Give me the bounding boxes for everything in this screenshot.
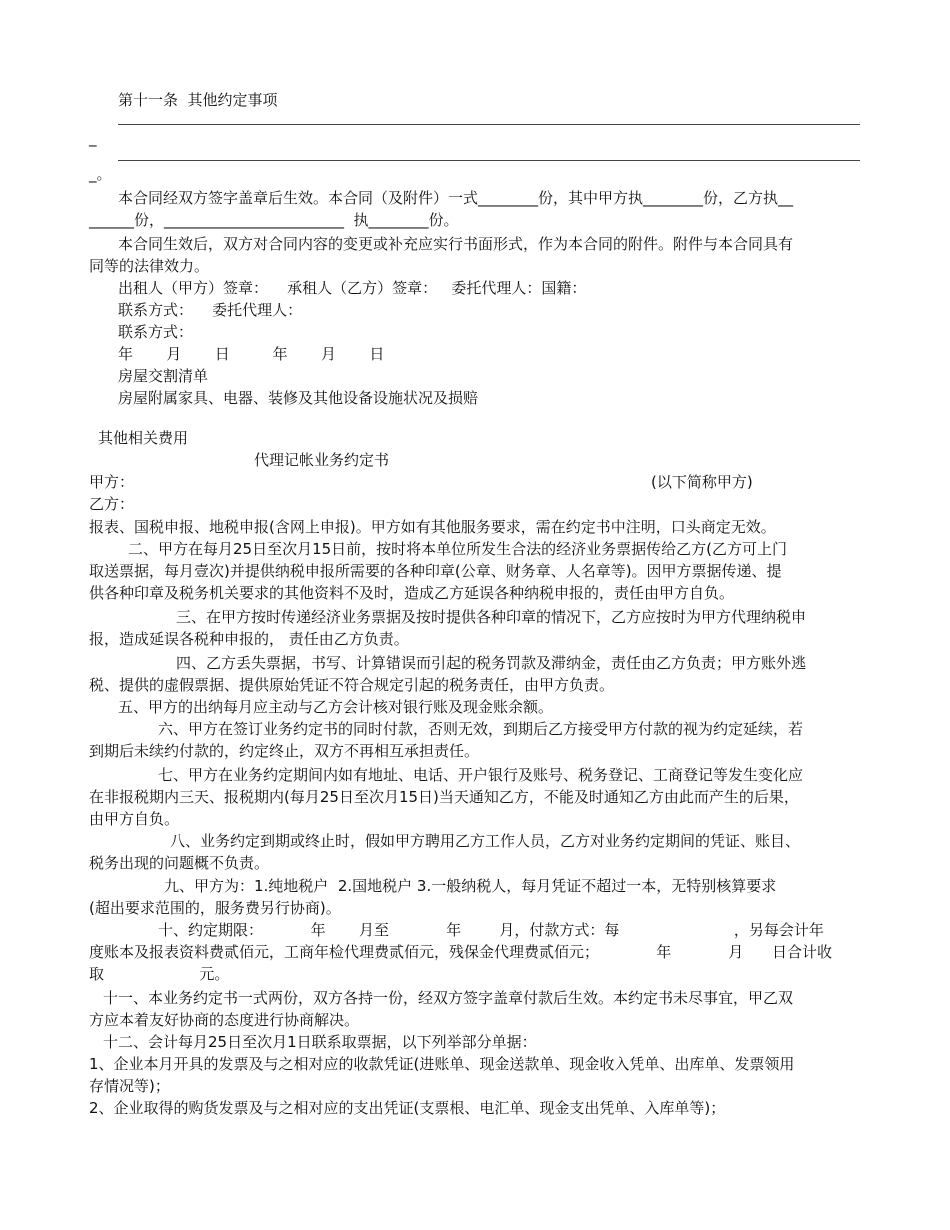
agreement-line: 二、甲方在每月25日至次月15日前，按时将本单位所发生合法的经济业务票据传给乙方(乙方可上门: [128, 540, 788, 558]
agreement-line: 十二、会计每月25日至次月1日联系取票据，以下列举部分单据：: [103, 1033, 537, 1051]
blank-line-1-tail: _: [89, 129, 97, 147]
agreement-title: 代理记帐业务约定书: [254, 451, 390, 469]
agreement-line: 由甲方自负。: [89, 810, 180, 828]
agreement-line: (超出要求范围的，服务费另行协商)。: [89, 899, 341, 917]
party-a-label: 甲方：: [89, 473, 135, 491]
signature-line-1: 出租人（甲方）签章： 承租人（乙方）签章： 委托代理人：国籍：: [118, 279, 587, 297]
agreement-line: 十、约定期限： 年 月至 年 月，付款方式：每 ，另每会计年: [158, 921, 824, 939]
effect-clause-line-2: ______份，________________________ 执________份。: [89, 211, 459, 229]
party-a-note: (以下简称甲方): [651, 473, 753, 491]
agreement-line: 三、在甲方按时传递经济业务票据及按时提供各种印章的情况下，乙方应按时为甲方代理纳税申: [176, 608, 807, 626]
agreement-line: 七、甲方在业务约定期间内如有地址、电话、开户银行及账号、税务登记、工商登记等发生变化应: [158, 766, 804, 784]
agreement-line: 在非报税期内三天、报税期内(每月25日至次月15日)当天通知乙方，不能及时通知乙方由此而产生的后果，: [89, 788, 799, 806]
agreement-line: 2、企业取得的购货发票及与之相对应的支出凭证(支票根、电汇单、现金支出凭单、入库单等)；: [89, 1099, 726, 1117]
signature-line-2: 联系方式： 委托代理人：: [118, 301, 303, 319]
agreement-line: 税、提供的虚假票据、提供原始凭证不符合规定引起的税务责任，由甲方负责。: [89, 676, 615, 694]
agreement-line: 六、甲方在签订业务约定书的同时付款，否则无效，到期后乙方接受甲方付款的视为约定延续，若: [158, 720, 804, 738]
agreement-line: 四、乙方丢失票据，书写、计算错误而引起的税务罚款及滞纳金，责任由乙方负责；甲方账外逃: [176, 654, 807, 672]
signature-date-line: 年 月 日 年 月 日: [118, 345, 385, 363]
blank-line-2: [118, 160, 860, 161]
agreement-line: 到期后未续约付款的，约定终止，双方不再相互承担责任。: [89, 742, 480, 760]
agreement-line: 九、甲方为：1.纯地税户 2.国地税户 3.一般纳税人，每月凭证不超过一本，无特别核算要求: [164, 877, 777, 895]
agreement-line: 八、业务约定到期或终止时，假如甲方聘用乙方工作人员，乙方对业务约定期间的凭证、账目、: [170, 832, 801, 850]
agreement-line: 取送票据，每月壹次)并提供纳税申报所需要的各种印章(公章、财务章、人名章等)。因甲方票据传递、提: [89, 562, 782, 580]
agreement-line: 1、企业本月开具的发票及与之相对应的收款凭证(进账单、现金送款单、现金收入凭单、出库单、发票领用: [89, 1055, 795, 1073]
agreement-line: 十一、本业务约定书一式两份，双方各持一份，经双方签字盖章付款后生效。本约定书未尽事宜，甲乙双: [103, 989, 794, 1007]
party-b-label: 乙方：: [89, 495, 135, 513]
agreement-line: 五、甲方的出纳每月应主动与乙方会计核对银行账及现金账余额。: [118, 698, 554, 716]
amend-clause-line-1: 本合同生效后，双方对合同内容的变更或补充应实行书面形式，作为本合同的附件。附件与本合同具有: [118, 235, 794, 253]
blank-line-1: [118, 124, 860, 125]
signature-line-3: 联系方式：: [118, 323, 194, 341]
agreement-line: 税务出现的问题概不负责。: [89, 854, 270, 872]
agreement-line: 度账本及报表资料费贰佰元，工商年检代理费贰佰元，残保金代理费贰佰元； 年 月 日合计收: [89, 943, 833, 961]
agreement-line: 报表、国税申报、地税申报(含网上申报)。甲方如有其他服务要求，需在约定书中注明，口头商定无效。: [89, 518, 776, 536]
agreement-line: 报，造成延误各税种申报的， 责任由乙方负责。: [89, 630, 409, 648]
other-fees-heading: 其他相关费用: [98, 429, 189, 447]
amend-clause-line-2: 同等的法律效力。: [89, 257, 210, 275]
agreement-line: 方应本着友好协商的态度进行协商解决。: [89, 1011, 360, 1029]
agreement-line: 取 元。: [89, 965, 230, 983]
handover-list-heading: 房屋交割清单: [118, 367, 209, 385]
blank-line-2-tail: _。: [89, 165, 112, 183]
fixtures-heading: 房屋附属家具、电器、装修及其他设备设施状况及损赔: [118, 389, 479, 407]
article-11-heading: 第十一条 其他约定事项: [118, 91, 278, 109]
agreement-line: 供各种印章及税务机关要求的其他资料不及时，造成乙方延误各种纳税申报的，责任由甲方自负。: [89, 584, 735, 602]
effect-clause-line-1: 本合同经双方签字盖章后生效。本合同（及附件）一式________份，其中甲方执________份，乙方执__: [118, 189, 794, 207]
agreement-line: 存情况等)；: [89, 1077, 170, 1095]
